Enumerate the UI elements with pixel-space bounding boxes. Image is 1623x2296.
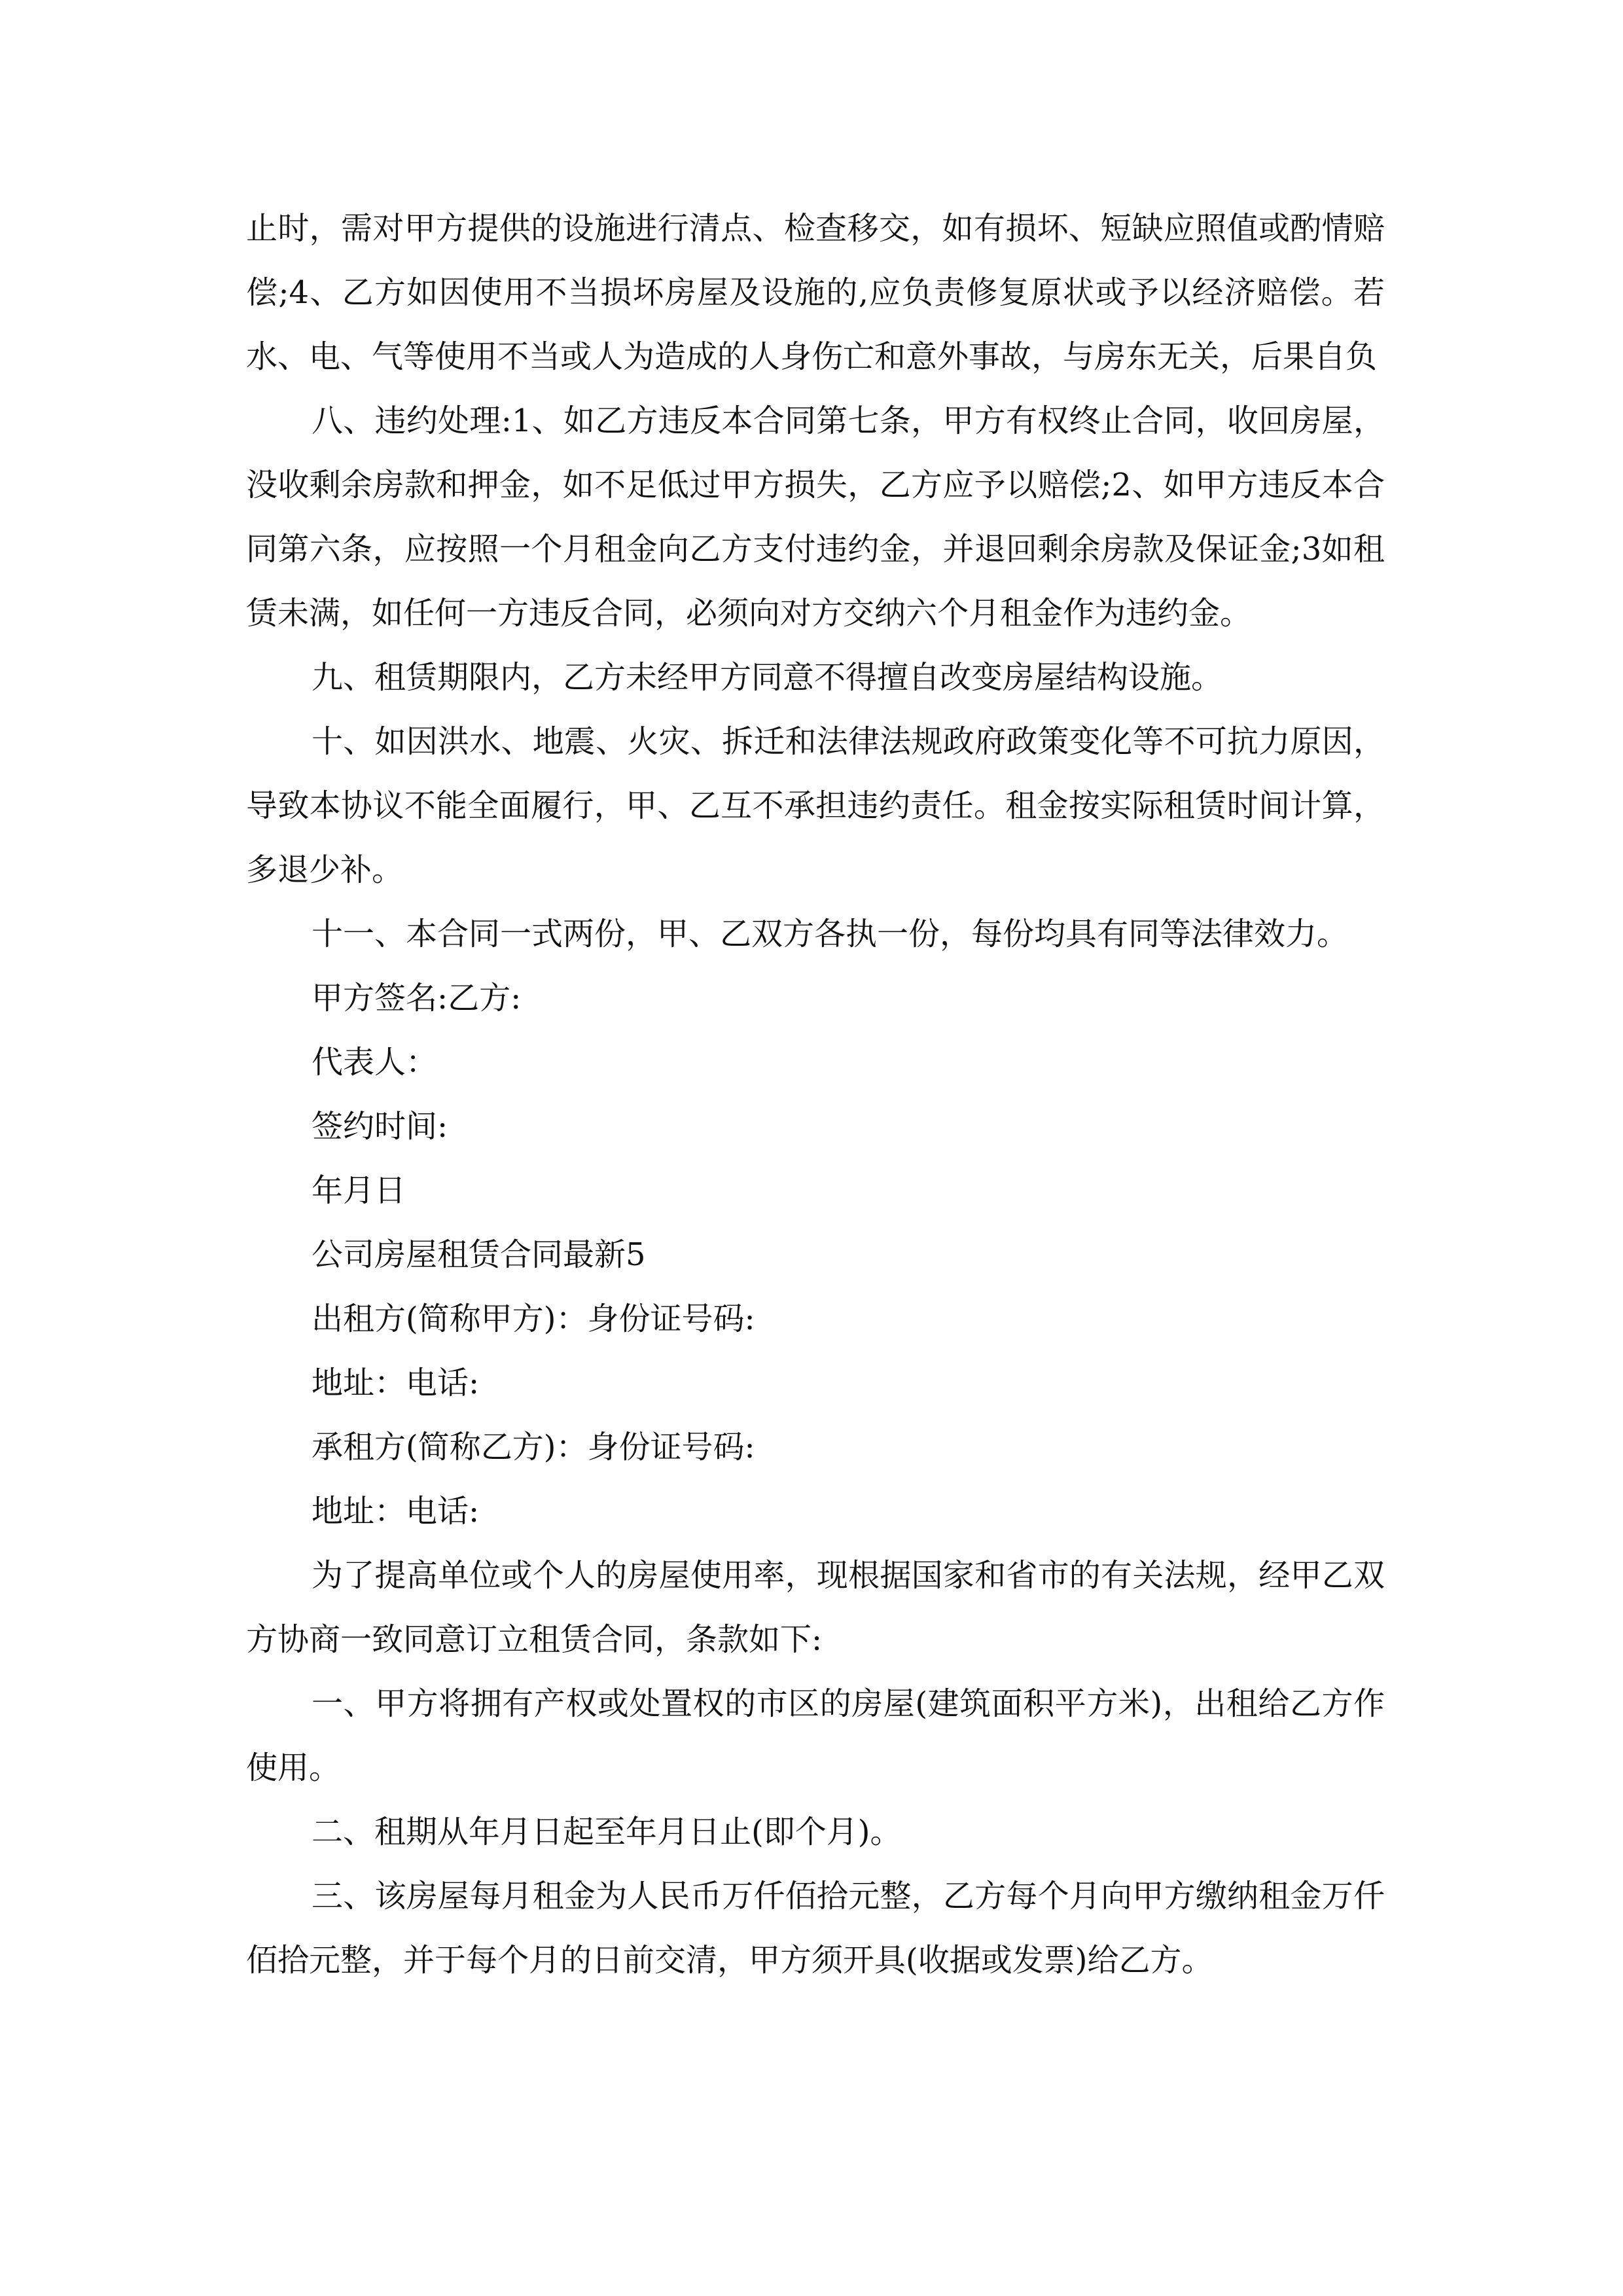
section-title: 公司房屋租赁合同最新5 — [312, 1236, 646, 1273]
signature-party-line: 甲方签名:乙方: — [312, 980, 522, 1016]
representative-line: 代表人： — [312, 1044, 438, 1081]
paragraph-article-10-force-majeure: 十、如因洪水、地震、火灾、拆迁和法律法规政府政策变化等不可抗力原因，导致本协议不能全面履行，甲、乙互不承担违约责任。租金按实际租赁时间计算，多退少补。 — [246, 723, 1385, 888]
paragraph-article-8-breach: 八、违约处理:1、如乙方违反本合同第七条，甲方有权终止合同，收回房屋，没收剩余房款和押金，如不足低过甲方损失，乙方应予以赔偿;2、如甲方违反本合同第六条，应按照一个月租金向乙方支付违约金，并退回剩余房款及保证金;3如租赁未满，如任何一方违反合同，必须向对方交纳六个月租金作为违约金。 — [246, 403, 1385, 632]
date-line: 年月日 — [312, 1172, 406, 1209]
lessee-id-line: 承租方(简称乙方)：身份证号码: — [312, 1429, 755, 1465]
paragraph-article-9-structure: 九、租赁期限内，乙方未经甲方同意不得擅自改变房屋结构设施。 — [312, 659, 1223, 696]
paragraph-facility-handover: 止时，需对甲方提供的设施进行清点、检查移交，如有损坏、短缺应照值或酌情赔偿;4、乙方如因使用不当损坏房屋及设施的,应负责修复原状或予以经济赔偿。若水、电、气等使用不当或人为造成的人身伤亡和意外事故，与房东无关，后果自负 — [246, 210, 1385, 375]
paragraph-article-2-term: 二、租期从年月日起至年月日止(即个月)。 — [312, 1814, 902, 1850]
lessee-address-line: 地址：电话: — [312, 1493, 480, 1530]
paragraph-article-1-property: 一、甲方将拥有产权或处置权的市区的房屋(建筑面积平方米)，出租给乙方作使用。 — [246, 1685, 1385, 1786]
lessor-address-line: 地址：电话: — [312, 1365, 480, 1401]
lessor-id-line: 出租方(简称甲方)：身份证号码: — [312, 1300, 755, 1337]
paragraph-article-3-rent: 三、该房屋每月租金为人民币万仟佰拾元整，乙方每个月向甲方缴纳租金万仟佰拾元整，并于每个月的日前交清，甲方须开具(收据或发票)给乙方。 — [246, 1878, 1385, 1979]
signing-time-line: 签约时间: — [312, 1108, 448, 1145]
document-body — [246, 196, 1385, 1992]
paragraph-preamble: 为了提高单位或个人的房屋使用率，现根据国家和省市的有关法规，经甲乙双方协商一致同意订立租赁合同，条款如下: — [246, 1557, 1385, 1658]
paragraph-article-11-copies: 十一、本合同一式两份，甲、乙双方各执一份，每份均具有同等法律效力。 — [312, 916, 1349, 952]
